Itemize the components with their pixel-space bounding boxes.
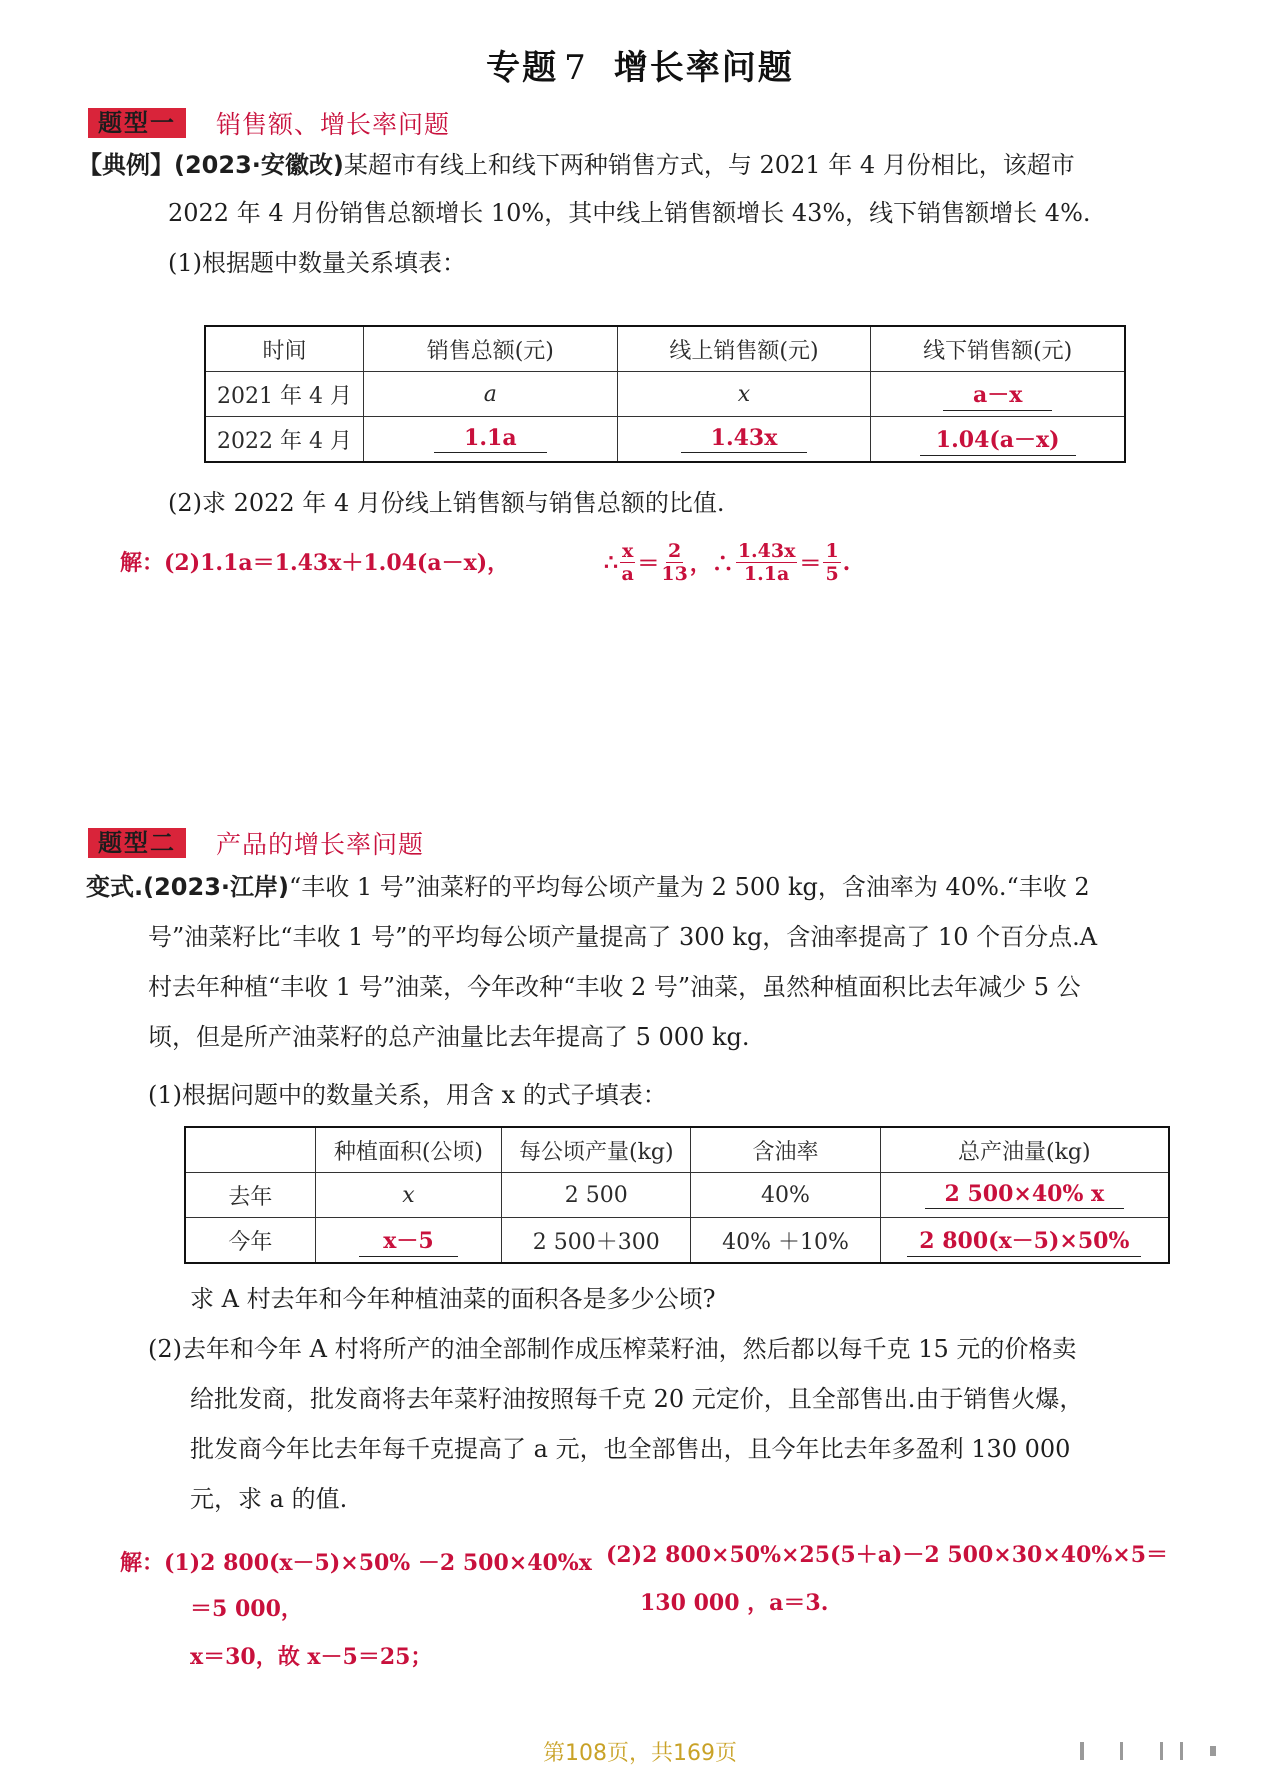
equals-sign: ＝ xyxy=(799,551,822,577)
variant-line-1 xyxy=(86,870,1090,904)
variant-label: 变式. xyxy=(86,873,144,901)
table-cell xyxy=(617,417,871,463)
section-1-title: 销售额、增长率问题 xyxy=(216,110,451,139)
table-header-cell: 线下销售额(元) xyxy=(871,326,1125,372)
variant-solution-1-line-3: x＝30，故 x－5＝25； xyxy=(190,1644,433,1670)
fraction-numerator: x xyxy=(622,540,634,562)
variant-line-4: 顷，但是所产油菜籽的总产油量比去年提高了 5 000 kg. xyxy=(148,1023,750,1051)
fraction xyxy=(736,540,798,585)
equals-sign: ＝ xyxy=(637,551,660,577)
table-cell: 去年 xyxy=(185,1173,315,1218)
variant-source: (2023·江岸) xyxy=(143,873,289,901)
table-cell: x xyxy=(315,1173,502,1218)
table-cell: 今年 xyxy=(185,1218,315,1264)
table-row xyxy=(205,372,1125,417)
table-row xyxy=(185,1173,1169,1218)
table-header-cell: 时间 xyxy=(205,326,364,372)
table-cell xyxy=(871,417,1125,463)
example-source: (2023·安徽改) xyxy=(174,151,344,179)
table-header-cell: 总产油量(kg) xyxy=(880,1127,1169,1173)
table-cell: 40% ＋10% xyxy=(691,1218,880,1264)
table-cell xyxy=(880,1173,1169,1218)
table-cell: 2 500 xyxy=(502,1173,691,1218)
table-header-cell: 线上销售额(元) xyxy=(617,326,871,372)
example-text-1: 某超市有线上和线下两种销售方式，与 2021 年 4 月份相比，该超市 xyxy=(343,151,1075,179)
section-2-tag: 题型二 xyxy=(88,828,186,858)
answer-online-2022: 1.43x xyxy=(681,425,808,453)
title-prefix: 专题 xyxy=(486,48,559,88)
fraction-numerator: 1.43x xyxy=(737,540,796,562)
table-cell: x xyxy=(617,372,871,417)
table-cell: 2022 年 4 月 xyxy=(205,417,364,463)
period: . xyxy=(842,549,851,576)
example-question-2: (2)求 2022 年 4 月份线上销售额与销售总额的比值. xyxy=(168,489,725,517)
table-header-cell: 种植面积(公顷) xyxy=(315,1127,502,1173)
table-row xyxy=(185,1218,1169,1264)
table-header-cell: 每公顷产量(kg) xyxy=(502,1127,691,1173)
variant-question-2-line-1: (2)去年和今年 A 村将所产的油全部制作成压榨菜籽油，然后都以每千克 15 元的价格卖 xyxy=(148,1335,1077,1363)
section-2-title: 产品的增长率问题 xyxy=(216,830,425,859)
answer-total-2022: 1.1a xyxy=(434,425,547,453)
variant-solution-1-line-1: 解：(1)2 800(x－5)×50% －2 500×40%x xyxy=(120,1550,592,1576)
therefore-separator: ，∴ xyxy=(689,551,734,577)
page-indicator: 第108页，共169页 xyxy=(543,1741,737,1766)
title-number: 7 xyxy=(564,48,588,88)
example-line-1 xyxy=(78,148,1075,182)
variant-question-1: (1)根据问题中的数量关系，用含 x 的式子填表： xyxy=(148,1081,667,1109)
example-solution-left: 解：(2)1.1a＝1.43x＋1.04(a－x)， xyxy=(120,550,510,576)
fraction-denominator: a xyxy=(621,563,634,585)
answer-this-year-oil: 2 800(x－5)×50% xyxy=(907,1224,1141,1257)
scan-marks-decoration xyxy=(1080,1742,1240,1764)
table-cell: 40% xyxy=(691,1173,880,1218)
section-1-header xyxy=(88,106,450,140)
fraction-denominator: 1.1a xyxy=(743,563,790,585)
fraction xyxy=(823,540,840,585)
table-row xyxy=(205,417,1125,463)
table-header-row xyxy=(205,326,1125,372)
page-title xyxy=(0,40,1280,89)
variant-line-2: 号”油菜籽比“丰收 1 号”的平均每公顷产量提高了 300 kg，含油率提高了 10 个百分点.A xyxy=(148,923,1098,951)
section-1-tag: 题型一 xyxy=(88,108,186,138)
table-cell xyxy=(315,1218,502,1264)
variant-line-3: 村去年种植“丰收 1 号”油菜，今年改种“丰收 2 号”油菜，虽然种植面积比去年减少 5 公 xyxy=(148,973,1081,1001)
sales-table xyxy=(204,325,1126,463)
table-header-cell: 销售总额(元) xyxy=(364,326,618,372)
variant-solution-1-line-2: ＝5 000， xyxy=(190,1596,303,1622)
variant-question-2-line-4: 元，求 a 的值. xyxy=(190,1485,348,1513)
variant-question-2-line-2: 给批发商，批发商将去年菜籽油按照每千克 20 元定价，且全部售出.由于销售火爆， xyxy=(190,1385,1084,1413)
table-cell xyxy=(880,1218,1169,1264)
table-cell: 2 500＋300 xyxy=(502,1218,691,1264)
oil-table xyxy=(184,1126,1170,1264)
fraction xyxy=(661,540,687,585)
example-question-1: (1)根据题中数量关系填表： xyxy=(168,249,466,277)
table-header-cell xyxy=(185,1127,315,1173)
answer-offline-2021: a－x xyxy=(943,378,1052,411)
table-cell xyxy=(871,372,1125,417)
fraction-denominator: 13 xyxy=(661,563,688,585)
table-header-cell: 含油率 xyxy=(691,1127,880,1173)
example-label: 【典例】 xyxy=(78,151,174,179)
example-solution-right xyxy=(604,540,850,585)
example-line-2: 2022 年 4 月份销售总额增长 10%，其中线上销售额增长 43%，线下销售额增长 4%. xyxy=(168,199,1091,227)
table-cell: a xyxy=(364,372,618,417)
answer-this-year-area: x－5 xyxy=(359,1224,457,1257)
answer-last-year-oil: 2 500×40% x xyxy=(925,1181,1125,1209)
fraction-denominator: 5 xyxy=(825,563,839,585)
section-2-header xyxy=(88,826,424,860)
title-text: 增长率问题 xyxy=(613,48,794,88)
variant-solution-2-line-2: 130 000 ，a＝3. xyxy=(640,1590,829,1616)
fraction xyxy=(620,540,635,585)
variant-solution-2-line-1: (2)2 800×50%×25(5＋a)－2 500×30×40%×5＝ xyxy=(606,1542,1169,1568)
therefore-symbol: ∴ xyxy=(604,549,618,576)
fraction-numerator: 2 xyxy=(667,540,682,562)
variant-text-1: “丰收 1 号”油菜籽的平均每公顷产量为 2 500 kg，含油率为 40%.“丰收 2 xyxy=(288,873,1090,901)
variant-question-1b: 求 A 村去年和今年种植油菜的面积各是多少公顷? xyxy=(190,1285,716,1313)
table-cell xyxy=(364,417,618,463)
table-cell: 2021 年 4 月 xyxy=(205,372,364,417)
answer-offline-2022: 1.04(a－x) xyxy=(920,423,1076,456)
variant-question-2-line-3: 批发商今年比去年每千克提高了 a 元，也全部售出，且今年比去年多盈利 130 000 xyxy=(190,1435,1071,1463)
table-header-row xyxy=(185,1127,1169,1173)
fraction-numerator: 1 xyxy=(825,540,839,562)
